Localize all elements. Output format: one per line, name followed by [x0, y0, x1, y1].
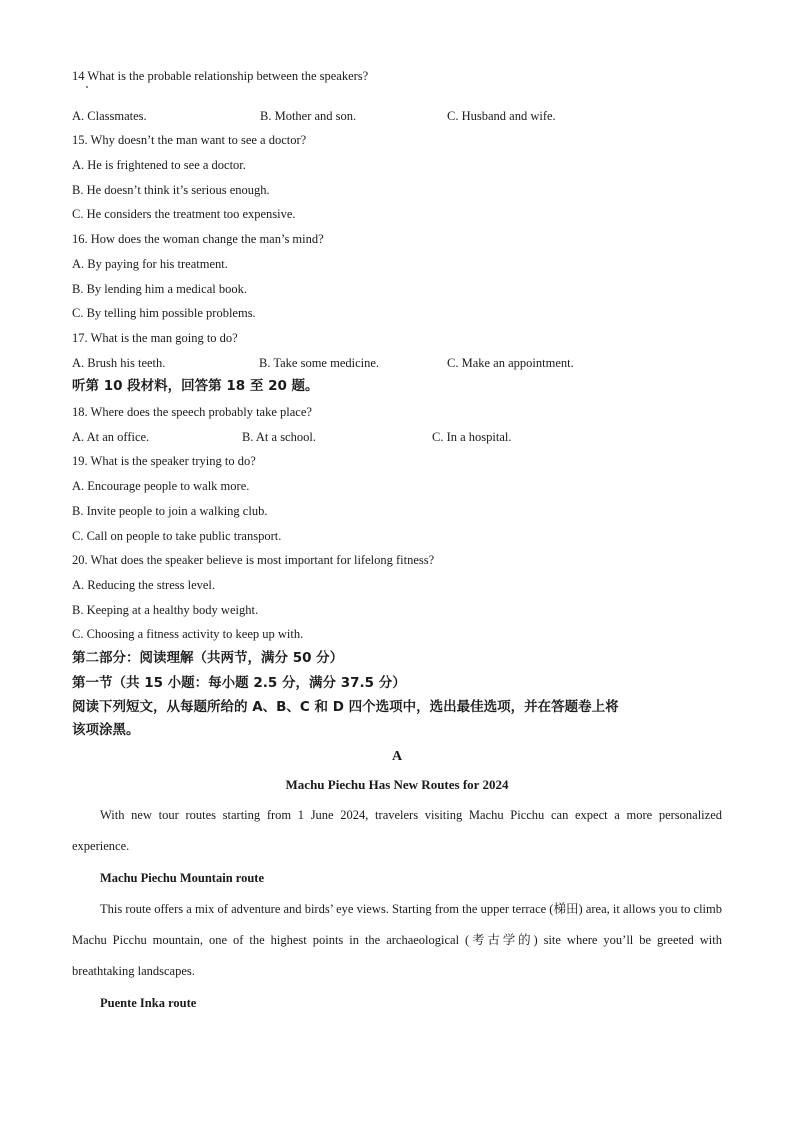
- question-18-option-b: B. At a school.: [242, 430, 316, 444]
- question-15-stem: 15. Why doesn’t the man want to see a doctor?: [72, 133, 307, 147]
- question-16-option-b: B. By lending him a medical book.: [72, 282, 247, 296]
- reading-instruction-line-1: 阅读下列短文，从每题所给的 A、B、C 和 D 四个选项中，选出最佳选项，并在答题卷上将: [72, 699, 619, 715]
- section-1-heading: 第一节（共 15 小题：每小题 2.5 分，满分 37.5 分）: [72, 675, 406, 691]
- question-18-stem: 18. Where does the speech probably take place?: [72, 405, 312, 419]
- question-14-option-c: C. Husband and wife.: [447, 109, 556, 123]
- question-17-option-c: C. Make an appointment.: [447, 356, 574, 370]
- route-1-title: Machu Piechu Mountain route: [100, 871, 265, 885]
- question-19-option-a: A. Encourage people to walk more.: [72, 479, 250, 493]
- question-15-option-b: B. He doesn’t think it’s serious enough.: [72, 183, 270, 197]
- material-10-instruction: 听第 10 段材料，回答第 18 至 20 题。: [72, 378, 319, 394]
- question-16-stem: 16. How does the woman change the man’s mind?: [72, 232, 324, 246]
- question-18-option-c: C. In a hospital.: [432, 430, 512, 444]
- question-19-stem: 19. What is the speaker trying to do?: [72, 454, 256, 468]
- question-14-option-b: B. Mother and son.: [260, 109, 357, 123]
- part-2-heading: 第二部分：阅读理解（共两节，满分 50 分）: [72, 650, 344, 666]
- passage-letter: A: [391, 749, 403, 764]
- route-2-title: Puente Inka route: [100, 996, 197, 1010]
- question-14-stem: 14 What is the probable relationship between the speakers?: [72, 69, 369, 83]
- passage-intro: With new tour routes starting from 1 June 2024, travelers visiting Machu Picchu can expect a more personalized experience.: [72, 808, 722, 853]
- question-19-option-c: C. Call on people to take public transport.: [72, 529, 282, 543]
- question-16-option-c: C. By telling him possible problems.: [72, 306, 256, 320]
- reading-instruction-line-2: 该项涂黑。: [72, 722, 140, 738]
- question-15-option-a: A. He is frightened to see a doctor.: [72, 158, 246, 172]
- question-16-option-a: A. By paying for his treatment.: [72, 257, 228, 271]
- scan-mark: [86, 86, 88, 88]
- question-20-option-c: C. Choosing a fitness activity to keep up with.: [72, 627, 304, 641]
- question-20-option-a: A. Reducing the stress level.: [72, 578, 216, 592]
- question-19-option-b: B. Invite people to join a walking club.: [72, 504, 268, 518]
- question-18-option-a: A. At an office.: [72, 430, 150, 444]
- question-20-stem: 20. What does the speaker believe is most important for lifelong fitness?: [72, 553, 435, 567]
- question-14-option-a: A. Classmates.: [72, 109, 147, 123]
- question-17-stem: 17. What is the man going to do?: [72, 331, 238, 345]
- question-17-option-b: B. Take some medicine.: [259, 356, 380, 370]
- question-20-option-b: B. Keeping at a healthy body weight.: [72, 603, 259, 617]
- question-15-option-c: C. He considers the treatment too expensive.: [72, 207, 296, 221]
- passage-title: Machu Piechu Has New Routes for 2024: [285, 777, 509, 792]
- route-1-text: This route offers a mix of adventure and birds’ eye views. Starting from the upper terrace (梯田) area, it allows you to climb Machu Picchu mountain, one of the highest points in the archaeological (考古学的) site where you’ll be greeted with breathtaking landscapes.: [72, 902, 722, 978]
- question-17-option-a: A. Brush his teeth.: [72, 356, 166, 370]
